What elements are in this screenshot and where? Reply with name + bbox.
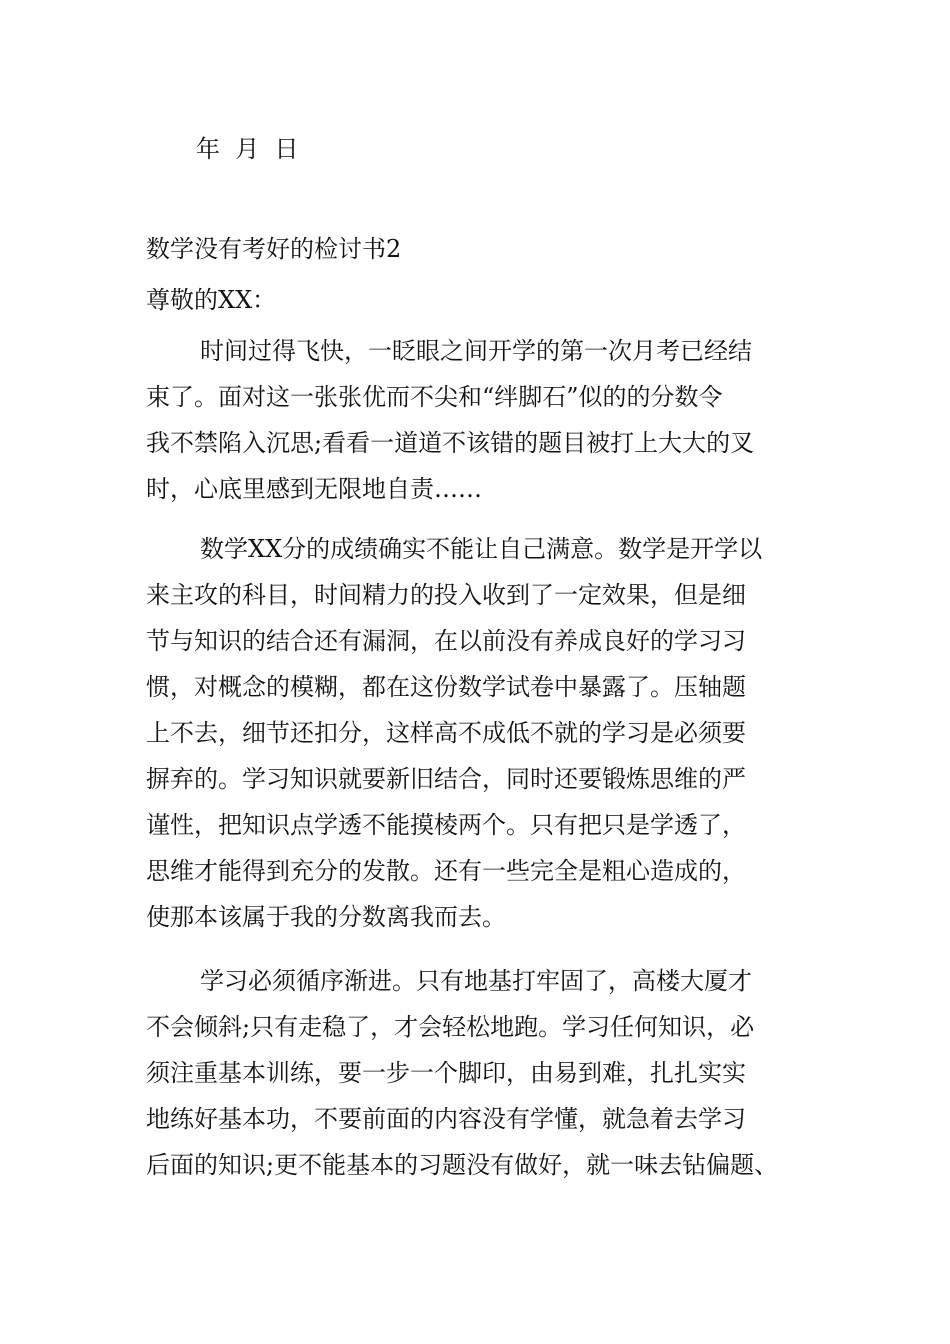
paragraph-3 (146, 958, 806, 1188)
paragraph-1 (146, 328, 806, 512)
paragraph-line: 摒弃的。学习知识就要新旧结合，同时还要锻炼思维的严 (146, 765, 746, 793)
paragraph-line: 惯，对概念的模糊，都在这份数学试卷中暴露了。压轴题 (146, 673, 746, 701)
paragraph-line: 后面的知识;更不能基本的习题没有做好，就一味去钻偏题、 (146, 1151, 779, 1179)
paragraph-line: 我不禁陷入沉思;看看一道道不该错的题目被打上大大的叉 (146, 429, 755, 457)
paragraph-line: 使那本该属于我的分数离我而去。 (146, 903, 506, 931)
paragraph-line: 不会倾斜;只有走稳了，才会轻松地跑。学习任何知识，必 (146, 1013, 755, 1041)
paragraph-2 (146, 526, 806, 940)
paragraph-line: 谨性，把知识点学透不能摸棱两个。只有把只是学透了， (146, 811, 746, 839)
paragraph-line: 时，心底里感到无限地自责…… (146, 475, 482, 503)
salutation: 尊敬的XX： (146, 286, 277, 314)
paragraph-line: 须注重基本训练，要一步一个脚印，由易到难，扎扎实实 (146, 1059, 746, 1087)
paragraph-line: 思维才能得到充分的发散。还有一些完全是粗心造成的， (146, 857, 746, 885)
paragraph-line: 束了。面对这一张张优而不尖和“绊脚石”似的的分数令 (146, 383, 723, 411)
paragraph-line: 来主攻的科目，时间精力的投入收到了一定效果，但是细 (146, 581, 746, 609)
paragraph-line: 时间过得飞快，一眨眼之间开学的第一次月考已经结 (200, 337, 752, 365)
paragraph-line: 数学XX分的成绩确实不能让自己满意。数学是开学以 (200, 535, 763, 563)
date-line: 年 月 日 (196, 135, 299, 163)
document-title: 数学没有考好的检讨书2 (146, 235, 402, 263)
paragraph-line: 上不去，细节还扣分，这样高不成低不就的学习是必须要 (146, 719, 746, 747)
paragraph-line: 地练好基本功，不要前面的内容没有学懂，就急着去学习 (146, 1105, 746, 1133)
paragraph-line: 学习必须循序渐进。只有地基打牢固了，高楼大厦才 (200, 967, 752, 995)
paragraph-line: 节与知识的结合还有漏洞，在以前没有养成良好的学习习 (146, 627, 746, 655)
